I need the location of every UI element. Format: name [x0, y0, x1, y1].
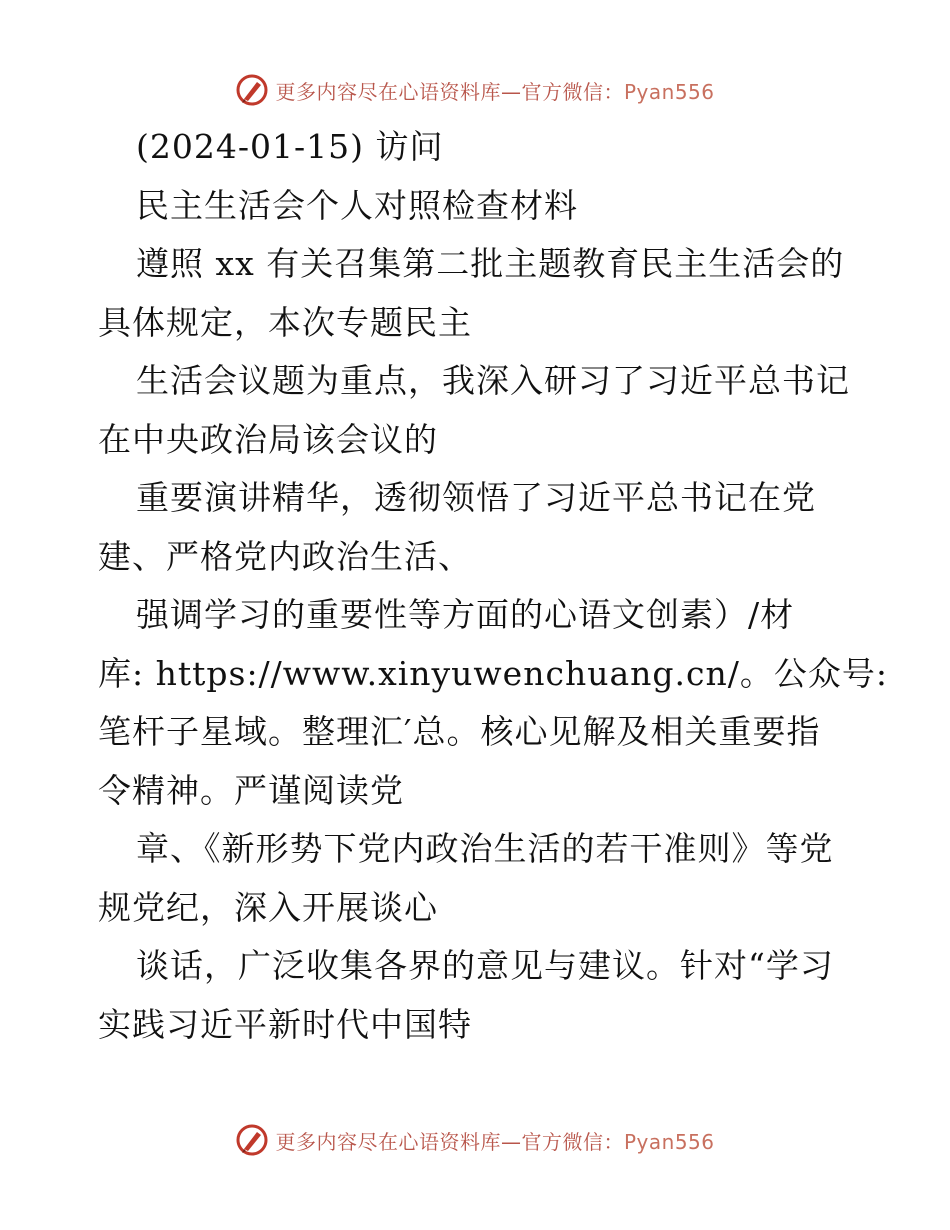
footer-watermark: [0, 1120, 950, 1160]
text-line: 实践习近平新时代中国特: [98, 1004, 472, 1044]
text-line: 章、《新形势下党内政治生活的若干准则》等党: [136, 829, 834, 868]
document-title: 民主生活会个人对照检查材料: [136, 185, 578, 225]
text-line: 遵照 xx 有关召集第二批主题教育民主生活会的: [136, 244, 845, 283]
header-watermark: [0, 70, 950, 110]
text-line: 强调学习的重要性等方面的心语文创素）/材: [136, 595, 795, 634]
watermark-text: 更多内容尽在心语资料库—官方微信：Pyan556: [275, 79, 715, 104]
text-line: 令精神。严谨阅读党: [98, 770, 404, 810]
text-line: 在中央政治局该会议的: [98, 419, 438, 459]
quill-logo-icon: [235, 1123, 269, 1157]
text-line: 规党纪，深入开展谈心: [98, 887, 438, 927]
text-line: 重要演讲精华，透彻领悟了习近平总书记在党: [136, 478, 816, 517]
watermark-text: 更多内容尽在心语资料库—官方微信：Pyan556: [275, 1129, 715, 1154]
text-line: 具体规定，本次专题民主: [98, 302, 472, 342]
document-body: [98, 118, 888, 1054]
text-line: 生活会议题为重点，我深入研习了习近平总书记: [136, 361, 850, 400]
text-line: 建、严格党内政治生活、: [98, 536, 472, 576]
text-line: 笔杆子星域。整理汇′总。核心见解及相关重要指: [98, 712, 821, 751]
text-line: 谈话，广泛收集各界的意见与建议。针对“学习: [136, 946, 834, 985]
text-line: 库: https://www.xinyuwenchuang.cn/。公众号:: [98, 653, 888, 693]
text-line: (2024-01-15) 访问: [136, 127, 444, 166]
quill-logo-icon: [235, 73, 269, 107]
